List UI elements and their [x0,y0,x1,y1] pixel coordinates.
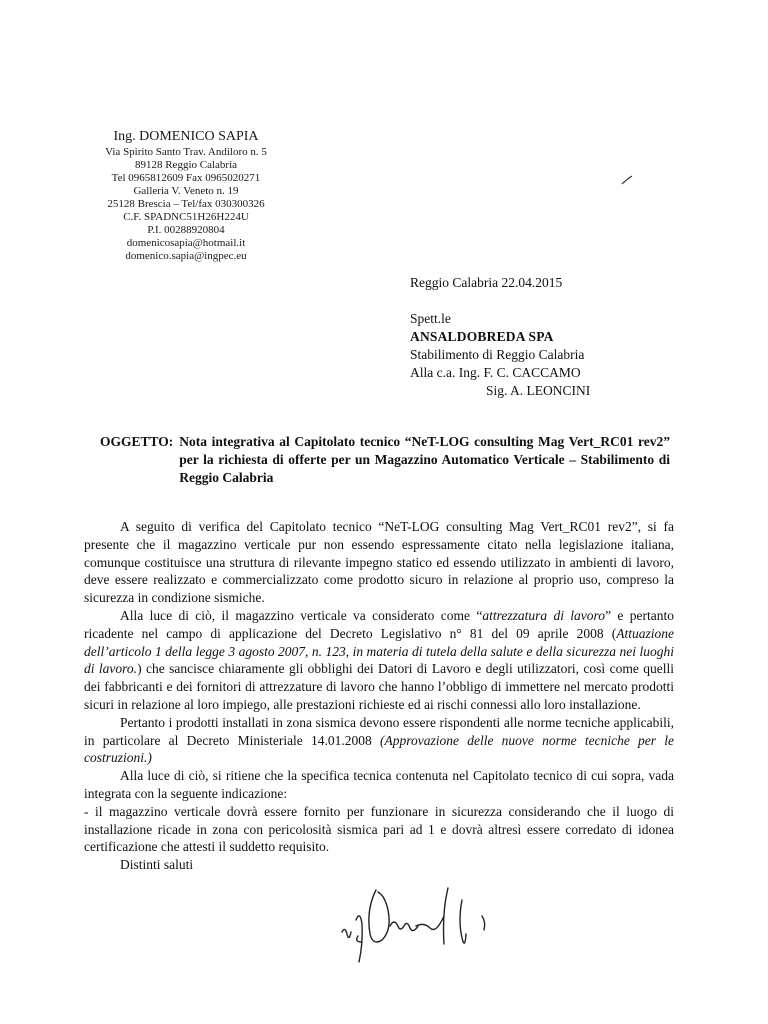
subject-text: Nota integrativa al Capitolato tecnico “NeT-LOG consulting Mag Vert_RC01 rev2” per la richiesta di offerte per un Magazzino Automatico Verticale – Stabilimento di Reggio Calabria [179,434,670,485]
sender-tax-code: C.F. SPADNC51H26H224U [123,211,249,223]
body-italic-text: attrezzatura di lavoro [482,607,606,623]
sender-address-line: Via Spirito Santo Trav. Andiloro n. 5 [105,146,267,158]
recipient-company: ANSALDOBREDA SPA [410,329,554,344]
recipient-attention: Alla c.a. Ing. F. C. CACCAMO [410,365,581,380]
recipient-salutation: Spett.le [410,311,451,326]
body-paragraph-5: - il magazzino verticale dovrà essere fornito per funzionare in sicurezza considerando che il luogo di installazione ricade in zona con pericolosità sismica pari ad 1 e dovrà altresì essere corredato di idonea certificazione che attesti il suddetto requisito. [84,803,674,855]
recipient-block [410,274,740,400]
sender-vat-number: P.I. 00288920804 [147,224,225,236]
letter-body [84,518,674,874]
sender-address-line: 25128 Brescia – Tel/fax 030300326 [107,198,265,210]
body-text: Pertanto i prodotti installati in zona sismica devono essere rispondenti alle norme tecniche applicabili, in particolare al Decreto Ministeriale 14.01.2008 [84,714,674,748]
letter-date: Reggio Calabria 22.04.2015 [410,275,563,290]
sender-block [66,128,306,263]
body-text: ” e pertanto ricadente nel campo di applicazione del Decreto Legislativo n° 81 del 09 aprile 2008 ( [84,607,674,641]
recipient-site: Stabilimento di Reggio Calabria [410,347,585,362]
sender-name: Ing. DOMENICO SAPIA [113,129,259,144]
body-paragraph-2 [84,607,674,714]
sender-address-line: 89128 Reggio Calabria [134,159,238,171]
body-italic-text: (Approvazione delle nuove norme tecniche per le costruzioni.) [84,732,674,766]
subject-block [100,433,670,487]
handwritten-signature [336,880,536,970]
subject-label: OGGETTO: [100,434,174,449]
body-italic-text: Attuazione dell’articolo 1 della legge 3 agosto 2007, n. 123, in materia di tutela della salute e della sicurezza nei luoghi di lavoro. [84,625,674,677]
body-paragraph-3 [84,714,674,767]
sender-email: domenicosapia@hotmail.it [126,237,246,249]
body-paragraph-1: A seguito di verifica del Capitolato tecnico “NeT-LOG consulting Mag Vert_RC01 rev2”, si fa presente che il magazzino verticale pur non essendo espressamente citato nella legislazione italiana, comunque costituisce una struttura di rilevante impegno statico ed essendo utilizzato in ambienti di lavoro, deve essere realizzato e commercializzato come prodotto sicuro in relazione al proprio uso, compreso la sicurezza in condizione sismiche. [84,519,674,606]
closing-salutation: Distinti saluti [120,857,194,873]
pen-mark [620,174,634,186]
sender-phone-line: Tel 0965812609 Fax 0965020271 [111,172,261,184]
body-text: ) che sancisce chiaramente gli obblighi dei Datori di Lavoro e degli utilizzatori, così come quelli dei fabbricanti e dei fornitori di attrezzature di lavoro che hanno l’obbligo di immettere nel mercato prodotti sicuri in relazione al loro impiego, alle prestazioni richieste ed ai rischi connessi allo loro installazione. [84,661,674,712]
recipient-attention-second: Sig. A. LEONCINI [486,383,591,398]
body-paragraph-4: Alla luce di ciò, si ritiene che la specifica tecnica contenuta nel Capitolato tecnico di cui sopra, vada integrata con la seguente indicazione: [84,768,674,801]
sender-address-line: Galleria V. Veneto n. 19 [133,185,239,197]
body-text: Alla luce di ciò, il magazzino verticale va considerato come “ [120,607,483,623]
sender-pec-email: domenico.sapia@ingpec.eu [125,250,247,262]
